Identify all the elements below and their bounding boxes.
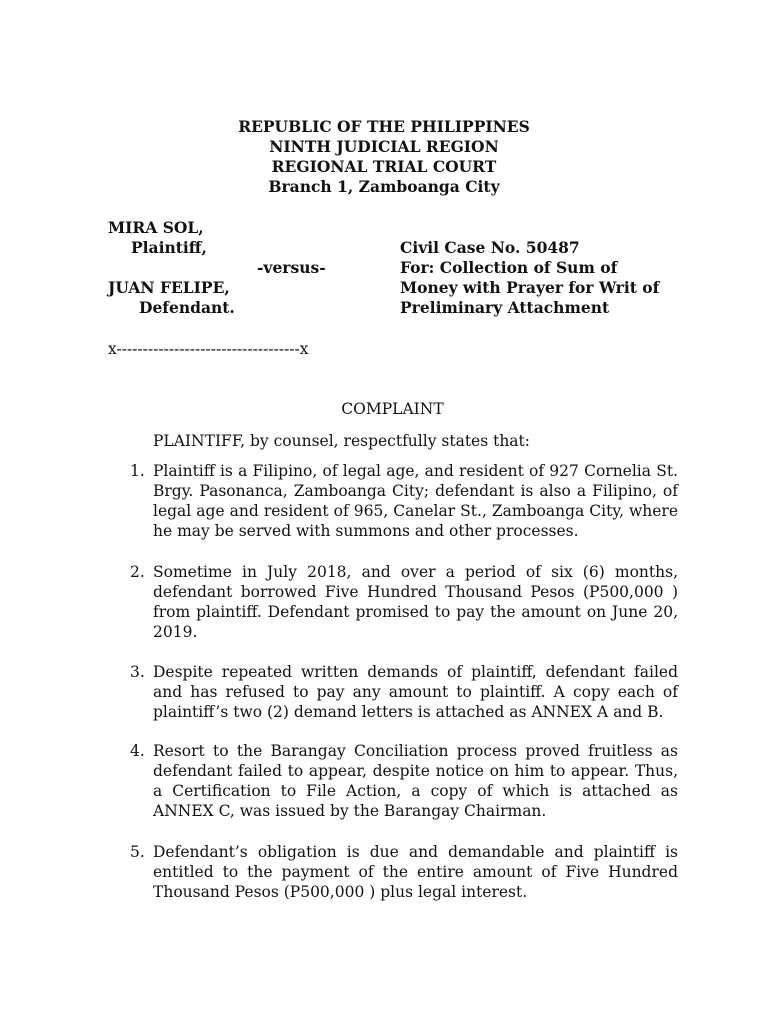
allegation-text: Despite repeated written demands of plaintiff, defendant failed and has refused to pay any amount to plaintiff. A copy each of plaintiff’s two (2) demand letters is attached as ANNEX A and B. <box>153 663 678 721</box>
allegation-number: 1. <box>130 462 145 480</box>
header-court: REGIONAL TRIAL COURT <box>271 157 497 176</box>
defendant-label: Defendant. <box>139 298 235 317</box>
header-republic: REPUBLIC OF THE PHILIPPINES <box>238 117 530 136</box>
plaintiff-name: MIRA SOL, <box>108 218 204 237</box>
caption-separator: x-----------------------------------x <box>108 340 309 358</box>
case-number: Civil Case No. 50487 <box>400 238 580 257</box>
allegation-text: Resort to the Barangay Conciliation process proved fruitless as defendant failed to appear, despite notice on him to appear. Thus, a Certification to File Action, a copy of which is attached as ANNEX C, was issued by the Barangay Chairman. <box>153 742 678 820</box>
allegation-text: Defendant’s obligation is due and demandable and plaintiff is entitled to the payment of the entire amount of Five Hundred Thousand Pesos (P500,000 ) plus legal interest. <box>153 843 678 901</box>
court-header <box>0 117 768 197</box>
header-branch: Branch 1, Zamboanga City <box>268 177 500 196</box>
allegation-text: Plaintiff is a Filipino, of legal age, and resident of 927 Cornelia St. Brgy. Pasonanca, Zamboanga City; defendant is also a Filipino, of legal age and resident of 965, Canelar St., Zamboanga City, where he may be served with summons and other processes. <box>153 462 678 540</box>
case-nature-line-3: Preliminary Attachment <box>400 298 610 317</box>
intro-statement: PLAINTIFF, by counsel, respectfully states that: <box>153 432 531 450</box>
document-title: COMPLAINT <box>341 400 444 418</box>
case-nature-line-1: For: Collection of Sum of <box>400 258 618 277</box>
versus-label: -versus- <box>257 258 326 277</box>
allegation-number: 5. <box>130 843 145 861</box>
allegation-number: 4. <box>130 742 145 760</box>
allegation-text: Sometime in July 2018, and over a period of six (6) months, defendant borrowed Five Hundred Thousand Pesos (P500,000 ) from plaintiff. Defendant promised to pay the amount on June 20, 2019. <box>153 563 678 641</box>
defendant-name: JUAN FELIPE, <box>108 278 230 297</box>
case-nature-line-2: Money with Prayer for Writ of <box>400 278 660 297</box>
allegation-number: 3. <box>130 663 145 681</box>
header-region: NINTH JUDICIAL REGION <box>269 137 499 156</box>
allegation-number: 2. <box>130 563 145 581</box>
plaintiff-label: Plaintiff, <box>131 238 207 257</box>
